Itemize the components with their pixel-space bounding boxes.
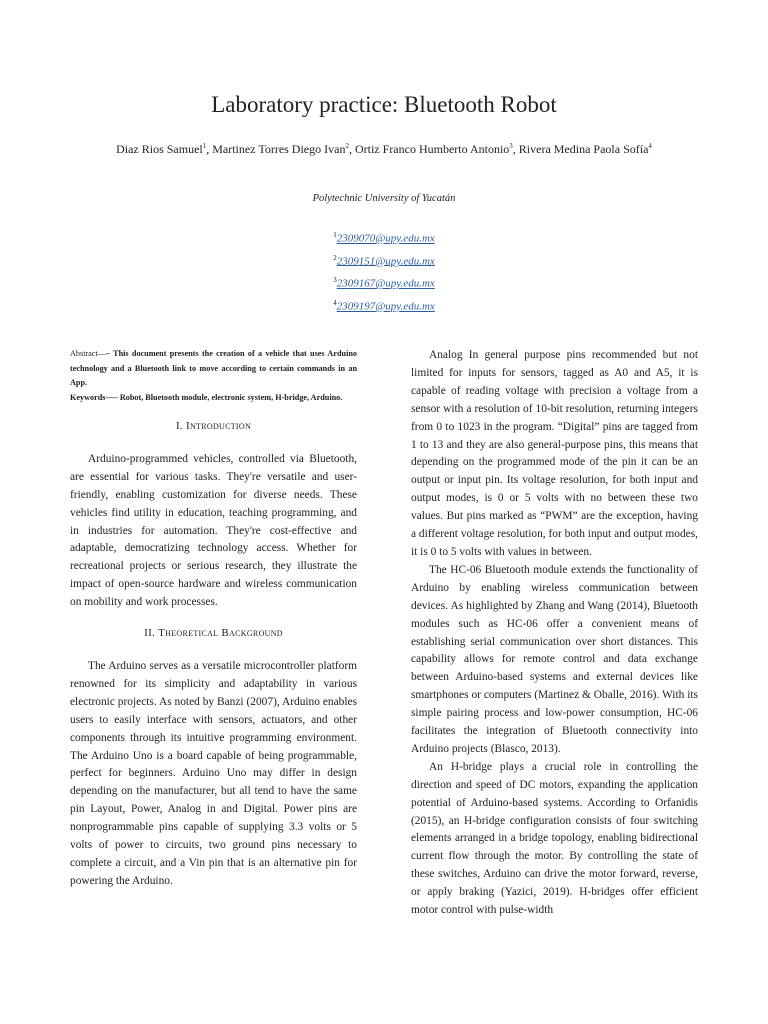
left-column [70,347,357,891]
email-superscript: 3 [333,276,337,285]
paragraph: The HC-06 Bluetooth module extends the functionality of Arduino by enabling wireless communication between devices. As highlighted by Zhang and Wang (2014), Bluetooth modules such as HC-06 offer a convenient means of establishing serial communication over short distances. This capability allows for remote control and data exchange between Arduino-based systems and external devices like smartphones or computers (Martinez & Oballe, 2016). With its simple pairing process and low-power consumption, HC-06 facilitates the integration of Bluetooth connectivity into Arduino projects (Blasco, 2013). [411,563,698,755]
affiliation: Polytechnic University of Yucatán [312,193,456,204]
author-name: Diaz Rios Samuel [116,142,203,156]
email-line [0,294,768,317]
keywords-label: Keywords— [70,392,114,402]
paragraph: Analog In general purpose pins recommended but not limited for inputs for sensors, tagged as A0 and A5, it is capable of reading voltage with precision a voltage from a sensor with a resolution of 10-bit resolution, returning integers from 0 to 1023 in the program. “Digital” pins are tagged from 1 to 13 and they are also general-purpose pins, this means that depending on the programmed mode of the pin it can be an output or input pin. Its voltage resolution, for both input and output modes, is 0 or 5 volts with no between these two values. But pins marked as “PWM” are the exception, having a different voltage resolution, for both input and output modes, it is 0 to 5 volts with values in between. [411,349,698,558]
email-link[interactable]: 2309197@upy.edu.mx [336,300,435,313]
abstract-text: – This document presents the creation of a vehicle that uses Arduino technology and a Bluetooth link to move according to certain commands in an App. [70,349,357,387]
email-link[interactable]: 2309070@upy.edu.mx [336,232,435,245]
email-line [0,271,768,294]
paragraph: Arduino-programmed vehicles, controlled via Bluetooth, are essential for various tasks. They're versatile and user-friendly, enabling customization for diverse needs. These vehicles find utility in education, teaching programming, and in industries for automation. They're cost-effective and adaptable, democratizing technology access. Whether for recreational projects or serious research, they illustrate the impact of open-source hardware and wireless communication on mobility and work processes. [70,452,357,609]
author-name: Martinez Torres Diego Ivan [212,142,346,156]
paragraph: An H-bridge plays a crucial role in controlling the direction and speed of DC motors, expanding the application potential of Arduino-based systems. According to Orfanidis (2015), an H-bridge configuration consists of four switching elements arranged in a bridge topology, enabling bidirectional current flow through the motor. By controlling the state of these switches, Arduino can drive the motor forward, reverse, or apply braking (Yazici, 2019). H-bridges offer efficient motor control with pulse-width [411,760,698,917]
email-list [0,226,768,317]
paragraph: The Arduino serves as a versatile microcontroller platform renowned for its simplicity and adaptability in various electronic projects. As noted by Banzi (2007), Arduino enables users to easily interface with sensors, actuators, and other components through its intuitive programming environment. The Arduino Uno is a board capable of being programmable, perfect for beginners. Arduino Uno may differ in design depending on the manufacturer, but all tend to have the same pin Layout, Power, Analog in and Digital. Power pins are nonprogrammable pins capable of supplying 3.3 volts or 5 volts of power to circuits, two ground pins necessary to complete a circuit, and a Vin pin that is an alternative pin for powering the Arduino. [70,659,357,887]
section-heading-introduction [70,418,357,436]
author-name: Ortiz Franco Humberto Antonio [354,142,510,156]
right-column [411,347,698,920]
email-line [0,249,768,272]
section-number: I. [175,420,187,432]
author-superscript: 2 [345,142,349,150]
email-link[interactable]: 2309167@upy.edu.mx [336,277,435,290]
email-link[interactable]: 2309151@upy.edu.mx [336,255,435,268]
author-name: Rivera Medina Paola Sofía [518,142,649,156]
author-superscript: 1 [202,142,207,150]
email-superscript: 4 [333,298,337,307]
abstract-label: Abstract— [70,349,106,358]
email-superscript: 2 [333,253,337,262]
section-title: Theoretical Background [158,627,283,640]
email-line [0,226,768,249]
section-number: II. [144,627,159,640]
email-superscript: 1 [333,231,337,239]
author-list: Diaz Rios Samuel$^1$, Martinez Torres Diego Ivan$^2$, Ortiz Franco Humberto Antonio$^3$, Rivera Medina Paola Sofía$^4$ [116,142,652,156]
section-title: Introduction [186,420,252,432]
section-heading-background [70,625,357,643]
author-superscript: 3 [509,142,513,150]
keywords [70,391,357,406]
keywords-text: – Robot, Bluetooth module, electronic system, H-bridge, Arduino. [113,392,343,402]
author-superscript: 4 [648,142,652,150]
paper-title: Laboratory practice: Bluetooth Robot [211,92,557,117]
abstract [70,347,357,391]
